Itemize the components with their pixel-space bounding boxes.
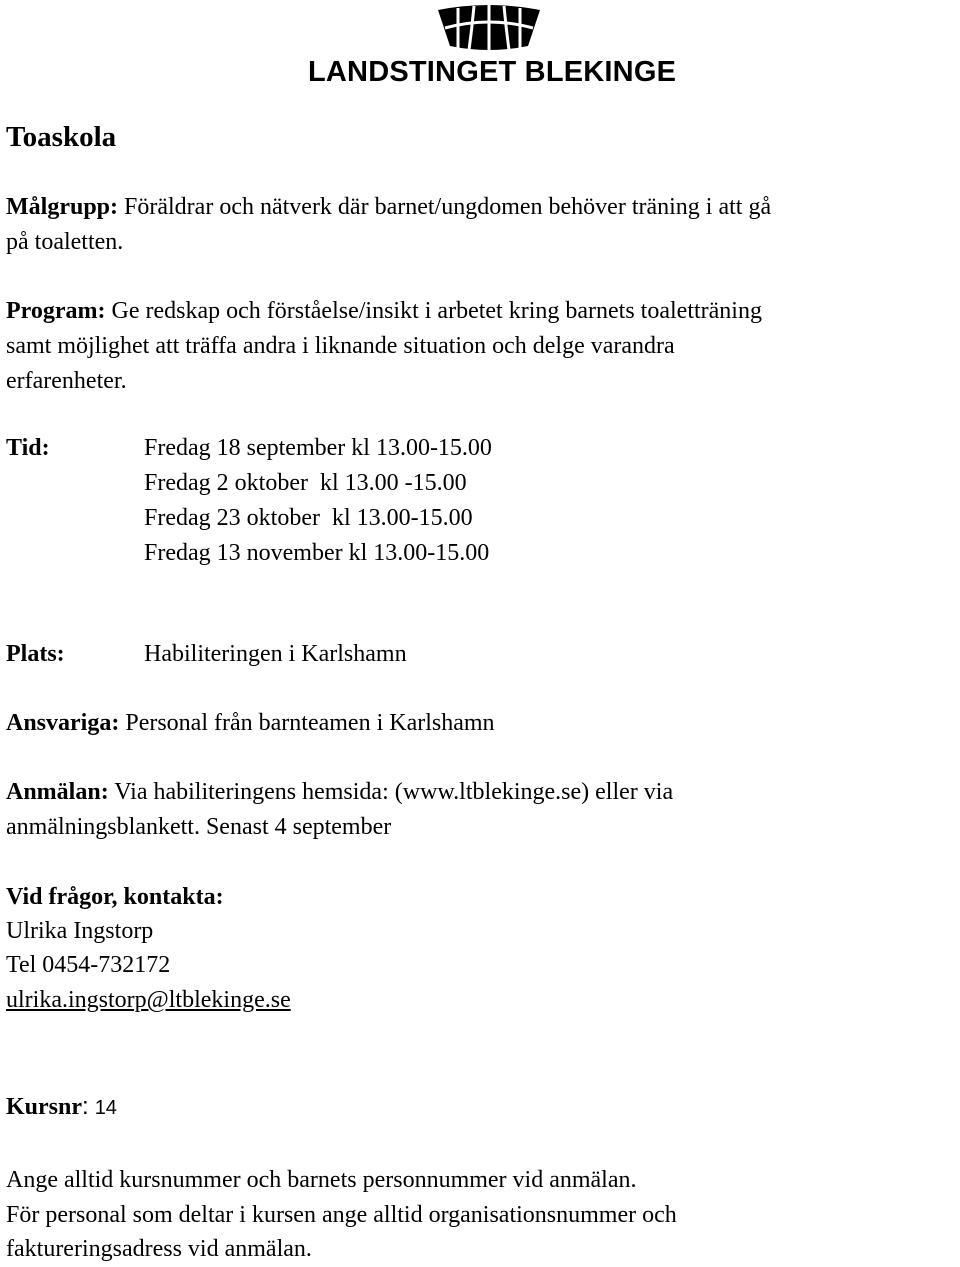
logo-text: LANDSTINGET BLEKINGE — [308, 56, 677, 88]
kontakt-name: Ulrika Ingstorp — [6, 918, 154, 944]
program-text-1: Ge redskap och förståelse/insikt i arbetet kring barnets toaletträning — [111, 298, 762, 324]
malgrupp-label: Målgrupp: — [6, 194, 119, 220]
kursnr-colon: : — [82, 1093, 89, 1120]
logo — [308, 2, 677, 90]
anmalan-line-1 — [6, 775, 673, 810]
footer-line-3: faktureringsadress vid anmälan. — [6, 1236, 312, 1262]
program-text-2: samt möjlighet att träffa andra i liknande situation och delge varandra — [6, 333, 675, 359]
footer-line-1: Ange alltid kursnummer och barnets personnummer vid anmälan. — [6, 1167, 637, 1193]
kontakt-email-link[interactable]: ulrika.ingstorp@ltblekinge.se — [6, 987, 291, 1013]
boat-hull-icon — [436, 2, 542, 52]
program-text-3: erfarenheter. — [6, 368, 127, 394]
kursnr-line — [6, 1090, 117, 1126]
program-line-1 — [6, 294, 762, 329]
footer-line-2: För personal som deltar i kursen ange alltid organisationsnummer och — [6, 1202, 677, 1228]
kontakt-email-line — [6, 983, 291, 1018]
kontakt-phone: Tel 0454-732172 — [6, 952, 171, 978]
tid-date: Fredag 23 oktober kl 13.00-15.00 — [144, 505, 473, 531]
malgrupp-text-2: på toaletten. — [6, 229, 124, 255]
tid-date: Fredag 13 november kl 13.00-15.00 — [144, 540, 490, 566]
plats-label: Plats: — [6, 641, 65, 667]
plats-value: Habiliteringen i Karlshamn — [144, 641, 407, 667]
tid-date: Fredag 2 oktober kl 13.00 -15.00 — [144, 470, 467, 496]
anmalan-label: Anmälan: — [6, 779, 109, 805]
kursnr-label: Kursnr — [6, 1094, 83, 1120]
malgrupp-line-1 — [6, 190, 771, 225]
kontakt-label: Vid frågor, kontakta: — [6, 884, 224, 910]
tid-label: Tid: — [6, 435, 50, 461]
ansvariga-value: Personal från barnteamen i Karlshamn — [125, 710, 495, 736]
tid-date: Fredag 18 september kl 13.00-15.00 — [144, 435, 492, 461]
page-title: Toaskola — [6, 121, 117, 153]
program-label: Program: — [6, 298, 106, 324]
anmalan-text-1: Via habiliteringens hemsida: (www.ltblekinge.se) eller via — [114, 779, 674, 805]
anmalan-text-2: anmälningsblankett. Senast 4 september — [6, 814, 392, 840]
ansvariga-line — [6, 706, 495, 741]
malgrupp-text-1: Föräldrar och nätverk där barnet/ungdomen behöver träning i att gå — [124, 194, 772, 220]
ansvariga-label: Ansvariga: — [6, 710, 120, 736]
kursnr-value: 14 — [94, 1097, 117, 1119]
